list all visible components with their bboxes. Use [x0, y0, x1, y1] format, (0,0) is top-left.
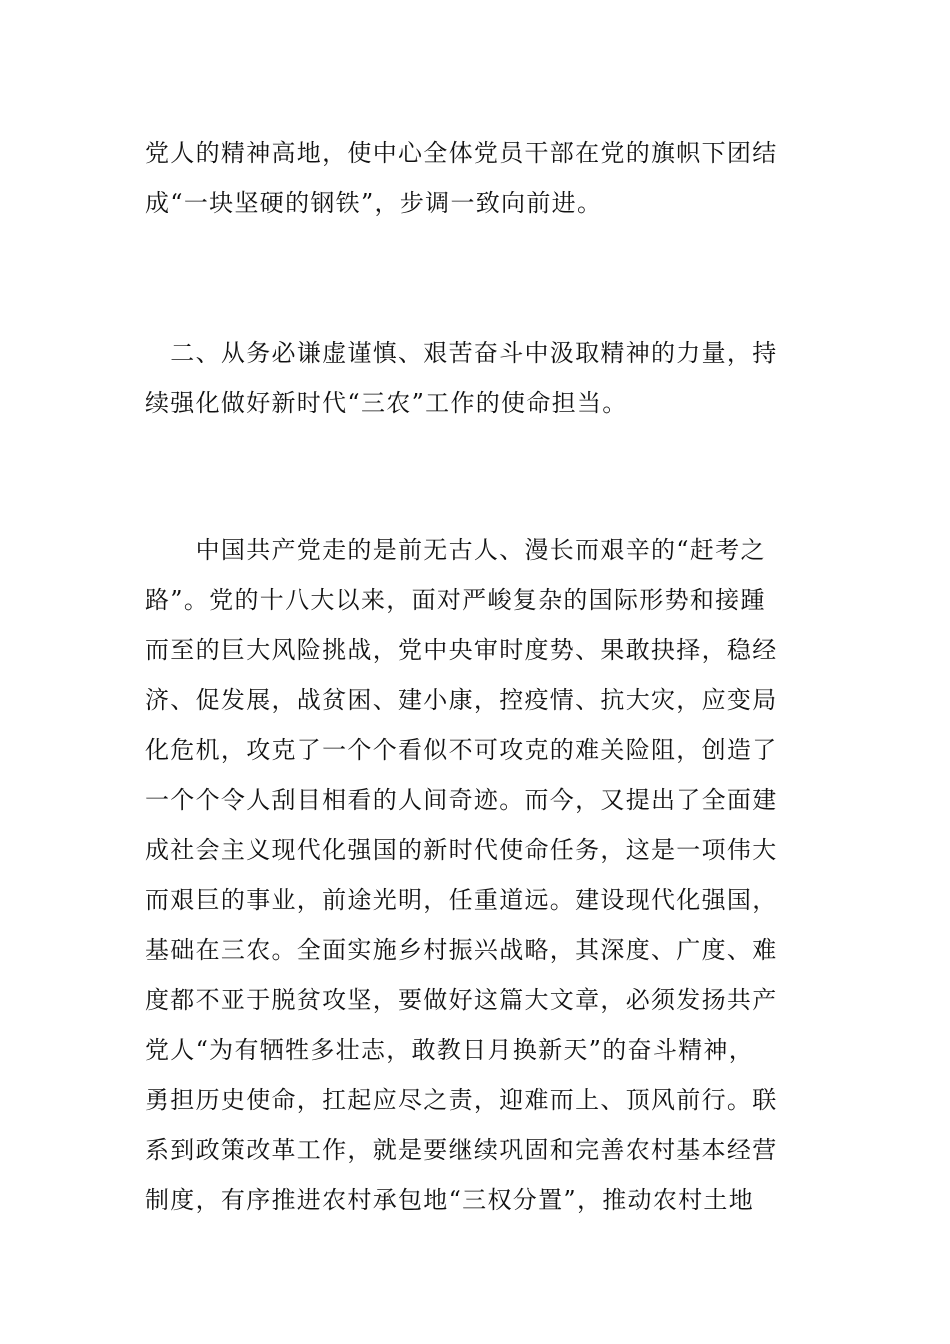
paragraph-line: 制度，有序推进农村承包地“三权分置”，推动农村土地 [145, 1186, 755, 1214]
paragraph-line: 路”。党的十八大以来，面对严峻复杂的国际形势和接踵 [145, 586, 766, 614]
paragraph-line: 而艰巨的事业，前途光明，任重道远。建设现代化强国， [145, 886, 778, 914]
paragraph-line: 而至的巨大风险挑战，党中央审时度势、果敢抉择，稳经 [145, 636, 778, 664]
paragraph-line: 党人“为有牺牲多壮志，敢教日月换新天”的奋斗精神， [145, 1036, 755, 1064]
paragraph-line: 中国共产党走的是前无古人、漫长而艰辛的“赶考之 [145, 536, 766, 564]
paragraph-line: 度都不亚于脱贫攻坚，要做好这篇大文章，必须发扬共产 [145, 986, 778, 1014]
paragraph-line: 成社会主义现代化强国的新时代使命任务，这是一项伟大 [145, 836, 778, 864]
paragraph-line: 勇担历史使命，扛起应尽之责，迎难而上、顶风前行。联 [145, 1086, 778, 1114]
paragraph-line: 系到政策改革工作，就是要继续巩固和完善农村基本经营 [145, 1136, 778, 1164]
paragraph-line: 济、促发展，战贫困、建小康，控疫情、抗大灾，应变局 [145, 686, 778, 714]
section-heading-line: 续强化做好新时代“三农”工作的使命担当。 [145, 389, 628, 417]
section-heading-line: 二、从务必谦虚谨慎、艰苦奋斗中汲取精神的力量，持 [145, 339, 778, 367]
paragraph-line: 成“一块坚硬的钢铁”，步调一致向前进。 [145, 189, 603, 217]
paragraph-line: 基础在三农。全面实施乡村振兴战略，其深度、广度、难 [145, 936, 778, 964]
paragraph-line: 化危机，攻克了一个个看似不可攻克的难关险阻，创造了 [145, 736, 778, 764]
paragraph-line: 一个个令人刮目相看的人间奇迹。而今，又提出了全面建 [145, 786, 778, 814]
paragraph-line: 党人的精神高地，使中心全体党员干部在党的旗帜下团结 [145, 139, 778, 167]
